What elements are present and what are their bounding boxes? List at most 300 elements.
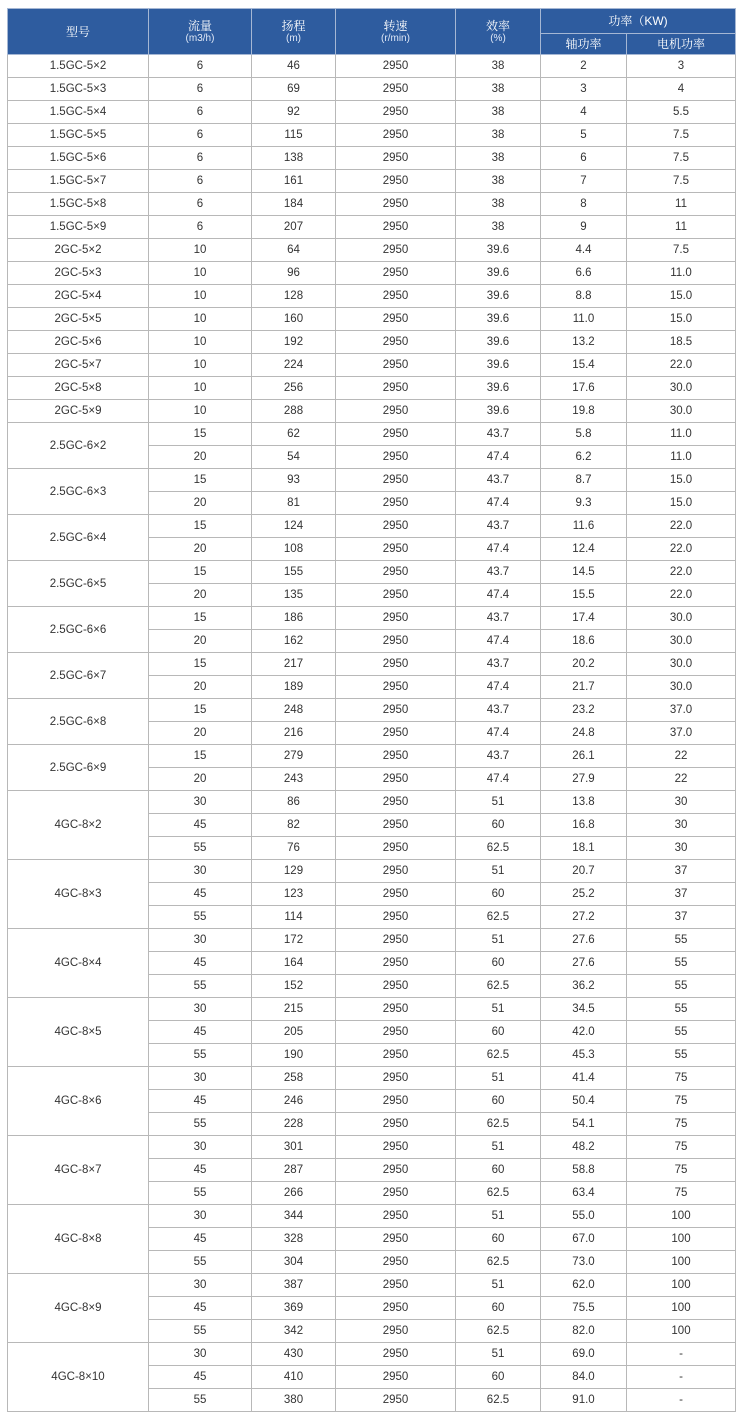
motor-power-cell: - — [627, 1366, 736, 1389]
efficiency-cell: 62.5 — [456, 1182, 541, 1205]
motor-power-cell: 11.0 — [627, 446, 736, 469]
head-cell: 115 — [252, 124, 336, 147]
efficiency-cell: 62.5 — [456, 1389, 541, 1412]
table-row — [8, 285, 736, 308]
head-cell: 224 — [252, 354, 336, 377]
motor-power-cell: 3 — [627, 55, 736, 78]
shaft-power-cell: 8 — [541, 193, 627, 216]
table-row — [8, 170, 736, 193]
head-cell: 81 — [252, 492, 336, 515]
speed-cell: 2950 — [336, 1389, 456, 1412]
efficiency-cell: 60 — [456, 1297, 541, 1320]
efficiency-cell: 38 — [456, 147, 541, 170]
header-speed-unit: (r/min) — [381, 32, 410, 44]
table-row — [8, 423, 736, 446]
head-cell: 430 — [252, 1343, 336, 1366]
head-cell: 164 — [252, 952, 336, 975]
shaft-power-cell: 6.2 — [541, 446, 627, 469]
head-cell: 93 — [252, 469, 336, 492]
motor-power-cell: 37 — [627, 906, 736, 929]
speed-cell: 2950 — [336, 1228, 456, 1251]
flow-cell: 45 — [149, 1090, 252, 1113]
model-cell: 2GC-5×5 — [8, 308, 149, 331]
flow-cell: 45 — [149, 952, 252, 975]
shaft-power-cell: 16.8 — [541, 814, 627, 837]
motor-power-cell: 22.0 — [627, 561, 736, 584]
speed-cell: 2950 — [336, 561, 456, 584]
shaft-power-cell: 50.4 — [541, 1090, 627, 1113]
model-cell: 1.5GC-5×5 — [8, 124, 149, 147]
flow-cell: 30 — [149, 860, 252, 883]
efficiency-cell: 38 — [456, 216, 541, 239]
head-cell: 216 — [252, 722, 336, 745]
model-cell: 2GC-5×7 — [8, 354, 149, 377]
efficiency-cell: 38 — [456, 193, 541, 216]
model-cell: 1.5GC-5×3 — [8, 78, 149, 101]
flow-cell: 10 — [149, 354, 252, 377]
speed-cell: 2950 — [336, 653, 456, 676]
speed-cell: 2950 — [336, 1274, 456, 1297]
motor-power-cell: 7.5 — [627, 124, 736, 147]
motor-power-cell: 55 — [627, 998, 736, 1021]
flow-cell: 45 — [149, 1228, 252, 1251]
head-cell: 301 — [252, 1136, 336, 1159]
efficiency-cell: 47.4 — [456, 538, 541, 561]
header-efficiency: 效率 (%) — [456, 9, 541, 55]
efficiency-cell: 43.7 — [456, 607, 541, 630]
table-row — [8, 78, 736, 101]
head-cell: 82 — [252, 814, 336, 837]
motor-power-cell: 22.0 — [627, 354, 736, 377]
efficiency-cell: 51 — [456, 1343, 541, 1366]
shaft-power-cell: 84.0 — [541, 1366, 627, 1389]
shaft-power-cell: 2 — [541, 55, 627, 78]
shaft-power-cell: 15.4 — [541, 354, 627, 377]
head-cell: 304 — [252, 1251, 336, 1274]
shaft-power-cell: 17.6 — [541, 377, 627, 400]
head-cell: 138 — [252, 147, 336, 170]
shaft-power-cell: 23.2 — [541, 699, 627, 722]
shaft-power-cell: 8.7 — [541, 469, 627, 492]
efficiency-cell: 38 — [456, 124, 541, 147]
flow-cell: 15 — [149, 653, 252, 676]
shaft-power-cell: 19.8 — [541, 400, 627, 423]
head-cell: 217 — [252, 653, 336, 676]
model-cell: 4GC-8×10 — [8, 1343, 149, 1412]
table-row — [8, 101, 736, 124]
head-cell: 129 — [252, 860, 336, 883]
speed-cell: 2950 — [336, 883, 456, 906]
shaft-power-cell: 15.5 — [541, 584, 627, 607]
shaft-power-cell: 27.6 — [541, 929, 627, 952]
shaft-power-cell: 42.0 — [541, 1021, 627, 1044]
head-cell: 108 — [252, 538, 336, 561]
shaft-power-cell: 45.3 — [541, 1044, 627, 1067]
motor-power-cell: 100 — [627, 1228, 736, 1251]
flow-cell: 20 — [149, 630, 252, 653]
efficiency-cell: 51 — [456, 929, 541, 952]
flow-cell: 20 — [149, 492, 252, 515]
table-row — [8, 1274, 736, 1297]
motor-power-cell: 75 — [627, 1067, 736, 1090]
head-cell: 162 — [252, 630, 336, 653]
model-cell: 2.5GC-6×6 — [8, 607, 149, 653]
flow-cell: 20 — [149, 446, 252, 469]
efficiency-cell: 47.4 — [456, 492, 541, 515]
head-cell: 155 — [252, 561, 336, 584]
shaft-power-cell: 7 — [541, 170, 627, 193]
shaft-power-cell: 36.2 — [541, 975, 627, 998]
shaft-power-cell: 8.8 — [541, 285, 627, 308]
speed-cell: 2950 — [336, 584, 456, 607]
speed-cell: 2950 — [336, 1090, 456, 1113]
shaft-power-cell: 34.5 — [541, 998, 627, 1021]
model-cell: 2.5GC-6×7 — [8, 653, 149, 699]
head-cell: 380 — [252, 1389, 336, 1412]
flow-cell: 20 — [149, 722, 252, 745]
efficiency-cell: 47.4 — [456, 630, 541, 653]
head-cell: 228 — [252, 1113, 336, 1136]
flow-cell: 15 — [149, 423, 252, 446]
shaft-power-cell: 11.0 — [541, 308, 627, 331]
shaft-power-cell: 91.0 — [541, 1389, 627, 1412]
motor-power-cell: 100 — [627, 1320, 736, 1343]
motor-power-cell: 37.0 — [627, 699, 736, 722]
table-row — [8, 354, 736, 377]
head-cell: 205 — [252, 1021, 336, 1044]
shaft-power-cell: 5 — [541, 124, 627, 147]
head-cell: 160 — [252, 308, 336, 331]
efficiency-cell: 51 — [456, 1136, 541, 1159]
motor-power-cell: 30.0 — [627, 400, 736, 423]
table-row — [8, 561, 736, 584]
speed-cell: 2950 — [336, 170, 456, 193]
model-cell: 2.5GC-6×5 — [8, 561, 149, 607]
efficiency-cell: 38 — [456, 55, 541, 78]
motor-power-cell: 37 — [627, 883, 736, 906]
efficiency-cell: 60 — [456, 952, 541, 975]
head-cell: 86 — [252, 791, 336, 814]
speed-cell: 2950 — [336, 308, 456, 331]
speed-cell: 2950 — [336, 1067, 456, 1090]
efficiency-cell: 38 — [456, 170, 541, 193]
header-flow: 流量 (m3/h) — [149, 9, 252, 55]
shaft-power-cell: 4 — [541, 101, 627, 124]
shaft-power-cell: 17.4 — [541, 607, 627, 630]
model-cell: 2.5GC-6×2 — [8, 423, 149, 469]
model-cell: 2.5GC-6×3 — [8, 469, 149, 515]
motor-power-cell: 22 — [627, 745, 736, 768]
flow-cell: 55 — [149, 1251, 252, 1274]
speed-cell: 2950 — [336, 1113, 456, 1136]
shaft-power-cell: 9.3 — [541, 492, 627, 515]
shaft-power-cell: 3 — [541, 78, 627, 101]
header-head: 扬程 (m) — [252, 9, 336, 55]
head-cell: 128 — [252, 285, 336, 308]
speed-cell: 2950 — [336, 607, 456, 630]
flow-cell: 55 — [149, 1182, 252, 1205]
efficiency-cell: 43.7 — [456, 423, 541, 446]
speed-cell: 2950 — [336, 331, 456, 354]
shaft-power-cell: 13.2 — [541, 331, 627, 354]
speed-cell: 2950 — [336, 837, 456, 860]
head-cell: 207 — [252, 216, 336, 239]
table-row — [8, 699, 736, 722]
flow-cell: 6 — [149, 170, 252, 193]
head-cell: 344 — [252, 1205, 336, 1228]
speed-cell: 2950 — [336, 1044, 456, 1067]
speed-cell: 2950 — [336, 101, 456, 124]
speed-cell: 2950 — [336, 745, 456, 768]
motor-power-cell: 11 — [627, 193, 736, 216]
model-cell: 4GC-8×3 — [8, 860, 149, 929]
speed-cell: 2950 — [336, 998, 456, 1021]
flow-cell: 10 — [149, 400, 252, 423]
efficiency-cell: 62.5 — [456, 837, 541, 860]
model-cell: 1.5GC-5×2 — [8, 55, 149, 78]
speed-cell: 2950 — [336, 791, 456, 814]
flow-cell: 55 — [149, 906, 252, 929]
table-row — [8, 55, 736, 78]
shaft-power-cell: 69.0 — [541, 1343, 627, 1366]
speed-cell: 2950 — [336, 975, 456, 998]
shaft-power-cell: 55.0 — [541, 1205, 627, 1228]
flow-cell: 6 — [149, 216, 252, 239]
flow-cell: 15 — [149, 699, 252, 722]
table-row — [8, 653, 736, 676]
speed-cell: 2950 — [336, 1205, 456, 1228]
motor-power-cell: 75 — [627, 1113, 736, 1136]
speed-cell: 2950 — [336, 78, 456, 101]
shaft-power-cell: 18.6 — [541, 630, 627, 653]
model-cell: 4GC-8×2 — [8, 791, 149, 860]
efficiency-cell: 60 — [456, 1021, 541, 1044]
flow-cell: 10 — [149, 239, 252, 262]
flow-cell: 45 — [149, 1159, 252, 1182]
model-cell: 4GC-8×7 — [8, 1136, 149, 1205]
motor-power-cell: 100 — [627, 1274, 736, 1297]
table-header — [8, 9, 736, 55]
flow-cell: 6 — [149, 55, 252, 78]
shaft-power-cell: 41.4 — [541, 1067, 627, 1090]
motor-power-cell: 7.5 — [627, 147, 736, 170]
model-cell: 4GC-8×9 — [8, 1274, 149, 1343]
header-shaft-power: 轴功率 — [541, 34, 627, 55]
speed-cell: 2950 — [336, 814, 456, 837]
model-cell: 2.5GC-6×8 — [8, 699, 149, 745]
efficiency-cell: 51 — [456, 1205, 541, 1228]
table-row — [8, 1067, 736, 1090]
flow-cell: 55 — [149, 1320, 252, 1343]
efficiency-cell: 51 — [456, 1274, 541, 1297]
motor-power-cell: 30.0 — [627, 377, 736, 400]
table-row — [8, 469, 736, 492]
efficiency-cell: 47.4 — [456, 722, 541, 745]
flow-cell: 15 — [149, 469, 252, 492]
efficiency-cell: 51 — [456, 998, 541, 1021]
model-cell: 2GC-5×4 — [8, 285, 149, 308]
speed-cell: 2950 — [336, 469, 456, 492]
shaft-power-cell: 12.4 — [541, 538, 627, 561]
shaft-power-cell: 20.2 — [541, 653, 627, 676]
flow-cell: 30 — [149, 1067, 252, 1090]
speed-cell: 2950 — [336, 262, 456, 285]
head-cell: 114 — [252, 906, 336, 929]
motor-power-cell: - — [627, 1389, 736, 1412]
motor-power-cell: 55 — [627, 1021, 736, 1044]
speed-cell: 2950 — [336, 722, 456, 745]
head-cell: 288 — [252, 400, 336, 423]
efficiency-cell: 39.6 — [456, 285, 541, 308]
shaft-power-cell: 67.0 — [541, 1228, 627, 1251]
shaft-power-cell: 26.1 — [541, 745, 627, 768]
model-cell: 4GC-8×6 — [8, 1067, 149, 1136]
flow-cell: 45 — [149, 1021, 252, 1044]
speed-cell: 2950 — [336, 1021, 456, 1044]
table-row — [8, 216, 736, 239]
pump-spec-table — [7, 8, 736, 1412]
table-row — [8, 860, 736, 883]
motor-power-cell: 4 — [627, 78, 736, 101]
shaft-power-cell: 25.2 — [541, 883, 627, 906]
efficiency-cell: 47.4 — [456, 446, 541, 469]
table-row — [8, 400, 736, 423]
table-row — [8, 262, 736, 285]
shaft-power-cell: 14.5 — [541, 561, 627, 584]
motor-power-cell: 15.0 — [627, 308, 736, 331]
motor-power-cell: 15.0 — [627, 469, 736, 492]
head-cell: 192 — [252, 331, 336, 354]
shaft-power-cell: 5.8 — [541, 423, 627, 446]
speed-cell: 2950 — [336, 285, 456, 308]
model-cell: 1.5GC-5×4 — [8, 101, 149, 124]
speed-cell: 2950 — [336, 1343, 456, 1366]
head-cell: 172 — [252, 929, 336, 952]
speed-cell: 2950 — [336, 400, 456, 423]
shaft-power-cell: 27.6 — [541, 952, 627, 975]
motor-power-cell: 75 — [627, 1090, 736, 1113]
flow-cell: 55 — [149, 1044, 252, 1067]
head-cell: 123 — [252, 883, 336, 906]
shaft-power-cell: 20.7 — [541, 860, 627, 883]
efficiency-cell: 60 — [456, 1366, 541, 1389]
speed-cell: 2950 — [336, 423, 456, 446]
head-cell: 410 — [252, 1366, 336, 1389]
flow-cell: 10 — [149, 377, 252, 400]
motor-power-cell: 11.0 — [627, 423, 736, 446]
motor-power-cell: 30.0 — [627, 630, 736, 653]
table-row — [8, 1136, 736, 1159]
efficiency-cell: 39.6 — [456, 331, 541, 354]
efficiency-cell: 62.5 — [456, 1113, 541, 1136]
flow-cell: 45 — [149, 1366, 252, 1389]
flow-cell: 30 — [149, 791, 252, 814]
efficiency-cell: 62.5 — [456, 975, 541, 998]
head-cell: 258 — [252, 1067, 336, 1090]
head-cell: 152 — [252, 975, 336, 998]
head-cell: 248 — [252, 699, 336, 722]
table-row — [8, 998, 736, 1021]
motor-power-cell: 37 — [627, 860, 736, 883]
efficiency-cell: 60 — [456, 1159, 541, 1182]
head-cell: 243 — [252, 768, 336, 791]
efficiency-cell: 51 — [456, 1067, 541, 1090]
speed-cell: 2950 — [336, 216, 456, 239]
motor-power-cell: 75 — [627, 1182, 736, 1205]
flow-cell: 55 — [149, 837, 252, 860]
flow-cell: 20 — [149, 676, 252, 699]
speed-cell: 2950 — [336, 1159, 456, 1182]
efficiency-cell: 43.7 — [456, 699, 541, 722]
flow-cell: 55 — [149, 1389, 252, 1412]
shaft-power-cell: 62.0 — [541, 1274, 627, 1297]
efficiency-cell: 60 — [456, 1090, 541, 1113]
header-motor-power: 电机功率 — [627, 34, 736, 55]
motor-power-cell: 30 — [627, 814, 736, 837]
head-cell: 256 — [252, 377, 336, 400]
head-cell: 62 — [252, 423, 336, 446]
motor-power-cell: 7.5 — [627, 239, 736, 262]
speed-cell: 2950 — [336, 1182, 456, 1205]
model-cell: 2GC-5×8 — [8, 377, 149, 400]
motor-power-cell: 22 — [627, 768, 736, 791]
efficiency-cell: 43.7 — [456, 653, 541, 676]
shaft-power-cell: 73.0 — [541, 1251, 627, 1274]
motor-power-cell: 100 — [627, 1297, 736, 1320]
flow-cell: 30 — [149, 998, 252, 1021]
head-cell: 328 — [252, 1228, 336, 1251]
flow-cell: 55 — [149, 1113, 252, 1136]
motor-power-cell: 100 — [627, 1205, 736, 1228]
efficiency-cell: 43.7 — [456, 469, 541, 492]
efficiency-cell: 43.7 — [456, 515, 541, 538]
table-row — [8, 331, 736, 354]
head-cell: 76 — [252, 837, 336, 860]
flow-cell: 6 — [149, 124, 252, 147]
shaft-power-cell: 13.8 — [541, 791, 627, 814]
model-cell: 1.5GC-5×7 — [8, 170, 149, 193]
flow-cell: 20 — [149, 538, 252, 561]
motor-power-cell: 5.5 — [627, 101, 736, 124]
shaft-power-cell: 4.4 — [541, 239, 627, 262]
speed-cell: 2950 — [336, 538, 456, 561]
flow-cell: 45 — [149, 883, 252, 906]
motor-power-cell: 55 — [627, 952, 736, 975]
motor-power-cell: 100 — [627, 1251, 736, 1274]
model-cell: 4GC-8×8 — [8, 1205, 149, 1274]
speed-cell: 2950 — [336, 147, 456, 170]
table-row — [8, 607, 736, 630]
efficiency-cell: 39.6 — [456, 400, 541, 423]
speed-cell: 2950 — [336, 193, 456, 216]
speed-cell: 2950 — [336, 55, 456, 78]
head-cell: 54 — [252, 446, 336, 469]
head-cell: 161 — [252, 170, 336, 193]
shaft-power-cell: 9 — [541, 216, 627, 239]
shaft-power-cell: 82.0 — [541, 1320, 627, 1343]
motor-power-cell: 22.0 — [627, 538, 736, 561]
flow-cell: 6 — [149, 147, 252, 170]
head-cell: 342 — [252, 1320, 336, 1343]
speed-cell: 2950 — [336, 699, 456, 722]
head-cell: 46 — [252, 55, 336, 78]
head-cell: 92 — [252, 101, 336, 124]
head-cell: 69 — [252, 78, 336, 101]
model-cell: 2GC-5×2 — [8, 239, 149, 262]
flow-cell: 20 — [149, 584, 252, 607]
head-cell: 135 — [252, 584, 336, 607]
header-power: 功率（KW) — [541, 9, 736, 34]
